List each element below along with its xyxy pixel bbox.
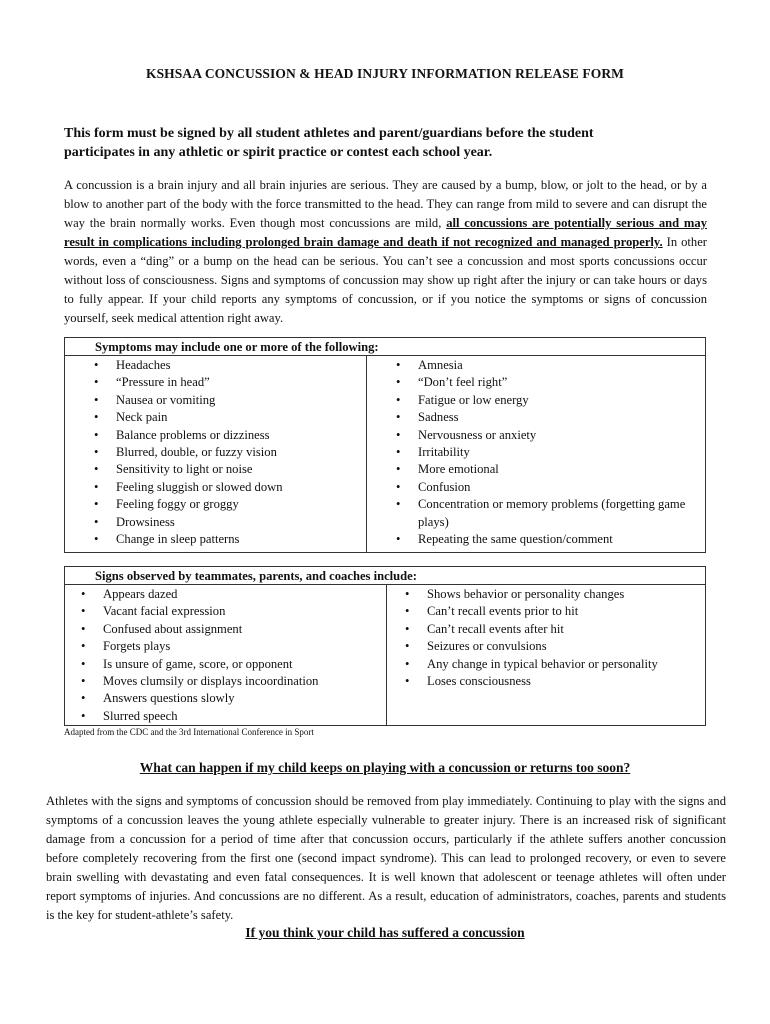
list-item: • Can’t recall events prior to hit xyxy=(427,603,705,620)
list-item: • Irritability xyxy=(418,444,705,461)
section-heading-suspect: If you think your child has suffered a concussion xyxy=(245,925,525,940)
source-note: Adapted from the CDC and the 3rd International Conference in Sport xyxy=(64,727,314,737)
list-item: • Amnesia xyxy=(418,357,705,374)
list-item: • Fatigue or low energy xyxy=(418,392,705,409)
list-item: • Feeling foggy or groggy xyxy=(116,496,366,513)
symptoms-left-list xyxy=(116,357,366,548)
list-item: • Balance problems or dizziness xyxy=(116,427,366,444)
signs-heading: Signs observed by teammates, parents, and coaches include: xyxy=(65,567,705,585)
list-item: • Shows behavior or personality changes xyxy=(427,586,705,603)
list-item: • Confusion xyxy=(418,479,705,496)
list-item: • “Don’t feel right” xyxy=(418,374,705,391)
signature-requirement: This form must be signed by all student athletes and parent/guardians before the student participates in any athletic or spirit practice or contest each school year. xyxy=(64,126,594,160)
list-item: • Forgets plays xyxy=(103,638,386,655)
intro-paragraph xyxy=(64,176,707,328)
list-item: • Concentration or memory problems (forgetting game plays) xyxy=(418,496,705,531)
list-item: • Is unsure of game, score, or opponent xyxy=(103,656,386,673)
symptoms-left-column xyxy=(65,356,367,552)
symptoms-heading: Symptoms may include one or more of the following: xyxy=(65,338,705,356)
list-item: • Slurred speech xyxy=(103,708,386,725)
list-item: • Moves clumsily or displays incoordination xyxy=(103,673,386,690)
intro-emphasis: all concussions are potentially serious and may result in complications including prolonged brain damage and death if not recognized and managed properly. xyxy=(64,216,708,249)
form-title: KSHSAA CONCUSSION & HEAD INJURY INFORMATION RELEASE FORM xyxy=(145,66,625,81)
list-item: • Blurred, double, or fuzzy vision xyxy=(116,444,366,461)
list-item: • Sensitivity to light or noise xyxy=(116,461,366,478)
list-item: • Sadness xyxy=(418,409,705,426)
signs-right-list xyxy=(427,586,705,690)
list-item: • Nausea or vomiting xyxy=(116,392,366,409)
section-heading-risk: What can happen if my child keeps on playing with a concussion or returns too soon? xyxy=(139,760,631,775)
list-item: • Answers questions slowly xyxy=(103,690,386,707)
list-item: • Seizures or convulsions xyxy=(427,638,705,655)
list-item: • Repeating the same question/comment xyxy=(418,531,705,548)
intro-text-1: A concussion is a brain injury and all brain injuries are serious. They are caused by a bump, blow, or jolt to the head, or by a blow to another part of the body with the force transmitted to the head. They can range from mild to severe and can disrupt the way the brain normally works. Even though most concussions are mild, xyxy=(64,178,707,230)
list-item: • Drowsiness xyxy=(116,514,366,531)
signs-table xyxy=(64,566,706,726)
risk-paragraph: Athletes with the signs and symptoms of concussion should be removed from play immediately. Continuing to play with the signs and symptoms of a concussion leaves the young athlete especially vulnerable to greater injury. There is an increased risk of significant damage from a concussion for a period of time after that concussion occurs, particularly if the athlete suffers another concussion before completely recovering from the first one (second impact syndrome). This can lead to prolonged recovery, or even to severe brain swelling with devastating and even fatal consequences. It is well known that adolescent or teenage athletes will often under report symptoms of injuries. And concussions are no different. As a result, education of administrators, coaches, parents and students is the key for student-athlete’s safety. xyxy=(46,794,726,922)
list-item: • Feeling sluggish or slowed down xyxy=(116,479,366,496)
list-item: • Vacant facial expression xyxy=(103,603,386,620)
list-item: • Change in sleep patterns xyxy=(116,531,366,548)
signs-right-column xyxy=(387,585,705,725)
intro-text-2: In other words, even a “ding” or a bump on the head can be serious. You can’t see a concussion and most sports concussions occur without loss of consciousness. Signs and symptoms of concussion may show up right after the injury or can take hours or days to fully appear. If your child reports any symptoms of concussion, or if you notice the symptoms or signs of concussion yourself, seek medical attention right away. xyxy=(64,235,707,325)
symptoms-right-column xyxy=(367,356,705,552)
list-item: • Appears dazed xyxy=(103,586,386,603)
list-item: • Nervousness or anxiety xyxy=(418,427,705,444)
list-item: • “Pressure in head” xyxy=(116,374,366,391)
list-item: • Confused about assignment xyxy=(103,621,386,638)
symptoms-table xyxy=(64,337,706,553)
list-item: • Neck pain xyxy=(116,409,366,426)
list-item: • Loses consciousness xyxy=(427,673,705,690)
signs-left-column xyxy=(65,585,387,725)
list-item: • Headaches xyxy=(116,357,366,374)
signs-left-list xyxy=(103,586,386,725)
list-item: • Any change in typical behavior or personality xyxy=(427,656,705,673)
list-item: • More emotional xyxy=(418,461,705,478)
list-item: • Can’t recall events after hit xyxy=(427,621,705,638)
symptoms-right-list xyxy=(418,357,705,548)
